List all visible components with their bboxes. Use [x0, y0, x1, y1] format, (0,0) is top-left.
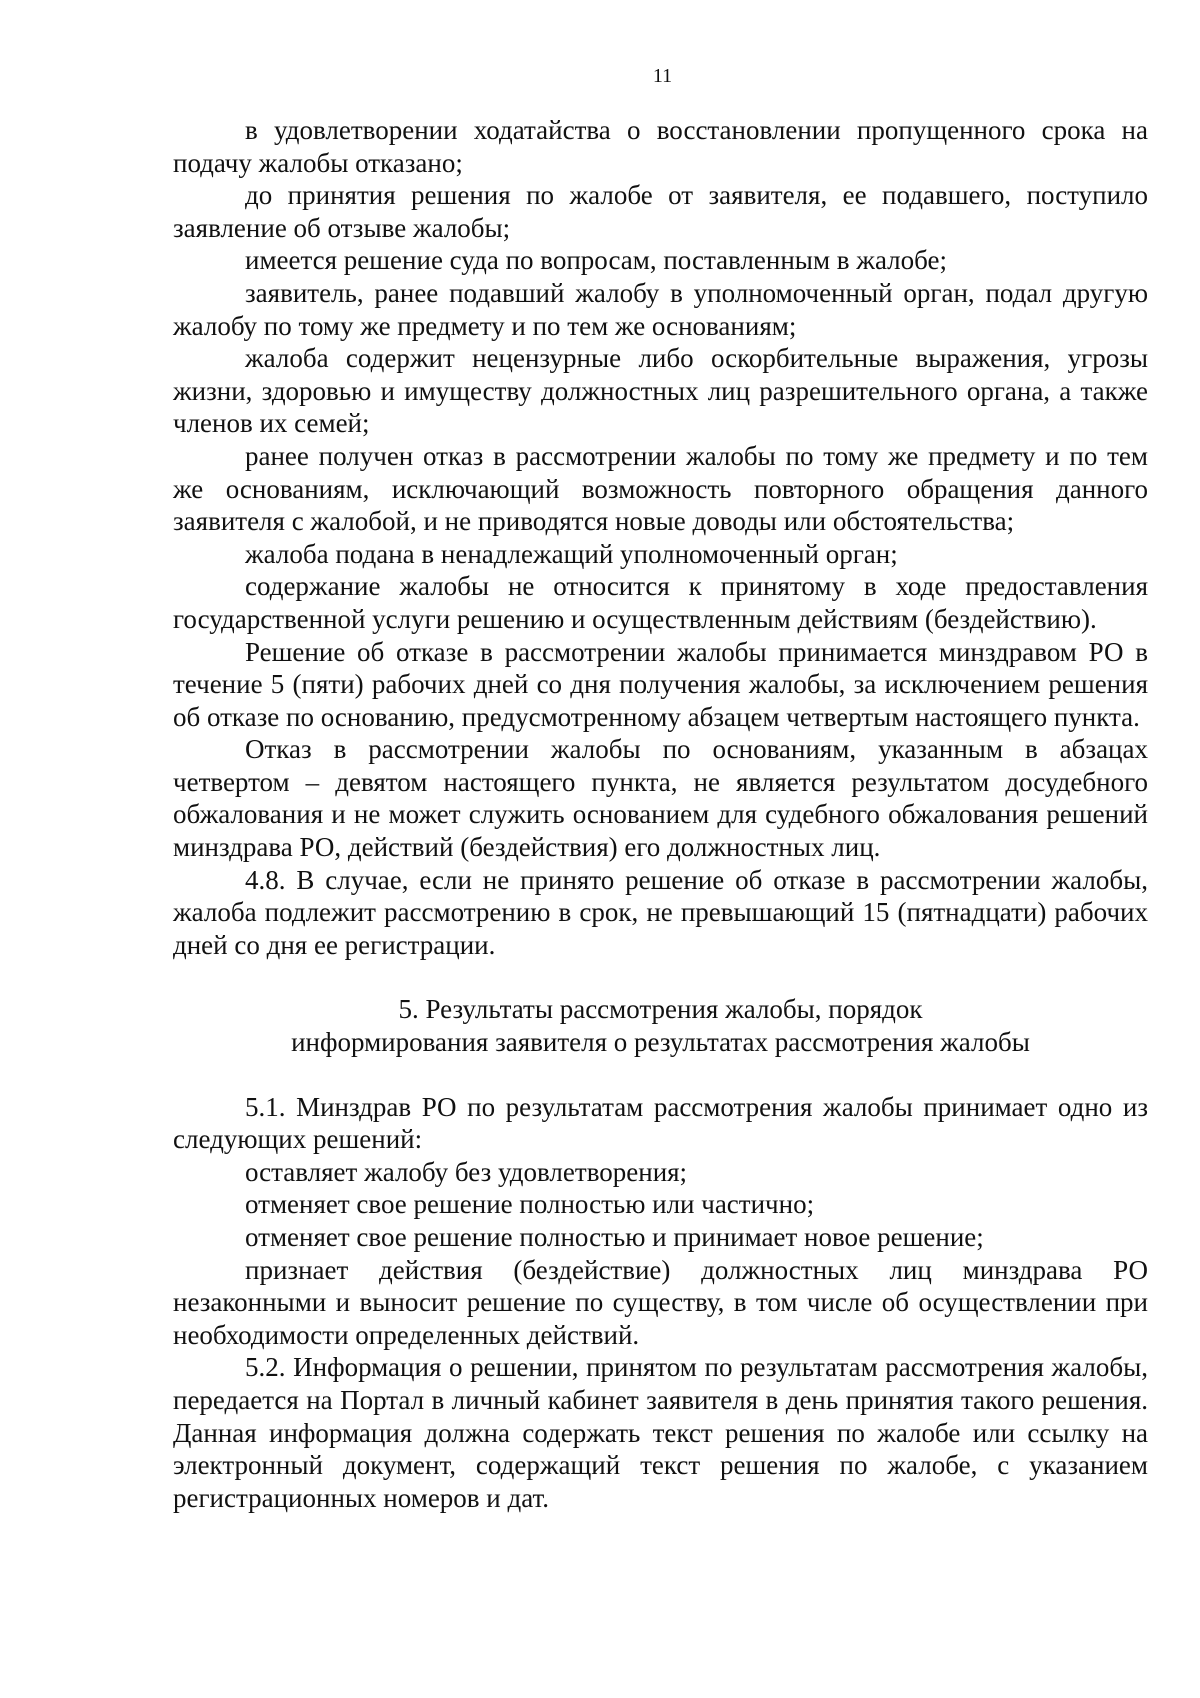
paragraph: отменяет свое решение полностью и принимает новое решение;	[245, 1222, 984, 1252]
paragraph: оставляет жалобу без удовлетворения;	[245, 1156, 688, 1187]
paragraph: Решение об отказе в рассмотрении жалобы принимается минздравом РО в течение 5 (пяти) рабочих дней со дня получения жалобы, за исключением решения об отказе по основанию, предусмотренному абзацем четвертым настоящего пункта.	[173, 636, 1148, 732]
section-heading	[173, 993, 1148, 1058]
section-heading-line: 5. Результаты рассмотрения жалобы, порядок	[398, 994, 923, 1025]
paragraph: отменяет свое решение полностью или частично;	[245, 1189, 815, 1220]
paragraph: заявитель, ранее подавший жалобу в уполномоченный орган, подал другую жалобу по тому же предмету и по тем же основаниям;	[173, 277, 1148, 341]
paragraph: 4.8. В случае, если не принято решение об отказе в рассмотрении жалобы, жалоба подлежит рассмотрению в срок, не превышающий 15 (пятнадцати) рабочих дней со дня ее регистрации.	[173, 864, 1148, 960]
paragraph: содержание жалобы не относится к принятому в ходе предоставления государственной услуги решению и осуществленным действиям (бездействию).	[173, 571, 1148, 634]
paragraph: жалоба подана в ненадлежащий уполномоченный орган;	[245, 538, 898, 569]
paragraph: 5.2. Информация о решении, принятом по результатам рассмотрения жалобы, передается на Портал в личный кабинет заявителя в день принятия такого решения. Данная информация должна содержать текст решения по жалобе или ссылку на электронный документ, содержащий текст решения по жалобе, с указанием регистрационных номеров и дат.	[173, 1352, 1148, 1513]
paragraph: Отказ в рассмотрении жалобы по основаниям, указанным в абзацах четвертом – девятом настоящего пункта, не является результатом досудебного обжалования и не может служить основанием для судебного обжалования решений минздрава РО, действий (бездействия) его должностных лиц.	[173, 734, 1148, 863]
paragraph: имеется решение суда по вопросам, поставленным в жалобе;	[245, 245, 947, 276]
page-number: 11	[652, 65, 673, 87]
paragraph: ранее получен отказ в рассмотрении жалобы по тому же предмету и по тем же основаниям, исключающий возможность повторного обращения данного заявителя с жалобой, и не приводятся новые доводы или обстоятельства;	[173, 440, 1148, 537]
paragraph: до принятия решения по жалобе от заявителя, ее подавшего, поступило заявление об отзыве жалобы;	[173, 180, 1148, 243]
document-body	[173, 114, 1148, 1514]
paragraph: в удовлетворении ходатайства о восстановлении пропущенного срока на подачу жалобы отказано;	[173, 115, 1148, 178]
paragraph: 5.1. Минздрав РО по результатам рассмотрения жалобы принимает одно из следующих решений:	[173, 1091, 1148, 1155]
paragraph: жалоба содержит нецензурные либо оскорбительные выражения, угрозы жизни, здоровью и имуществу должностных лиц разрешительного органа, а также членов их семей;	[173, 343, 1148, 439]
paragraph: признает действия (бездействие) должностных лиц минздрава РО незаконными и выносит решение по существу, в том числе об осуществлении при необходимости определенных действий.	[173, 1254, 1148, 1350]
section-heading-line: информирования заявителя о результатах рассмотрения жалобы	[291, 1027, 1030, 1058]
